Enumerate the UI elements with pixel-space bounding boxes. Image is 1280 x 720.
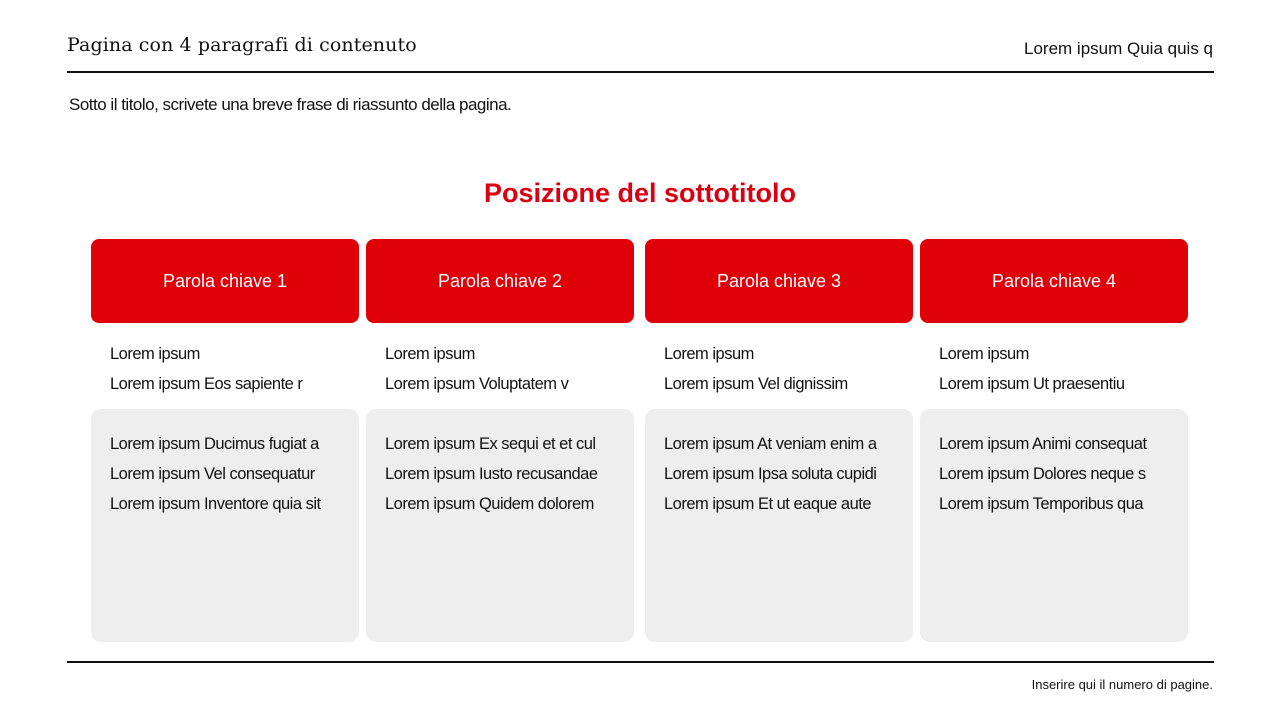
body-line: Lorem ipsum At veniam enim a [664,435,877,453]
lead-text [645,323,913,409]
body-line: Lorem ipsum Dolores neque s [939,465,1146,483]
lead-line: Lorem ipsum [110,345,200,363]
lead-text [366,323,634,409]
page-title: Pagina con 4 paragrafi di contenuto [67,34,417,56]
page-number: Inserire qui il numero di pagine. [1031,677,1213,692]
lead-line: Lorem ipsum Ut praesentiu [939,375,1125,393]
body-line: Lorem ipsum Et ut eaque aute [664,495,872,513]
column-3 [645,239,913,642]
page-summary: Sotto il titolo, scrivete una breve frase di riassunto della pagina. [69,95,512,114]
content-panel [91,409,359,642]
content-panel [920,409,1188,642]
lead-text [920,323,1188,409]
header-divider [67,71,1214,73]
body-line: Lorem ipsum Quidem dolorem [385,495,594,513]
keyword-header [91,239,359,323]
lead-line: Lorem ipsum Eos sapiente r [110,375,303,393]
body-line: Lorem ipsum Ipsa soluta cupidi [664,465,877,483]
body-line: Lorem ipsum Ex sequi et et cul [385,435,596,453]
body-line: Lorem ipsum Temporibus qua [939,495,1144,513]
column-2 [366,239,634,642]
keyword-label: Parola chiave 2 [437,270,563,291]
keyword-label: Parola chiave 1 [162,270,288,291]
body-line: Lorem ipsum Vel consequatur [110,465,315,483]
keyword-label: Parola chiave 3 [716,270,842,291]
body-line: Lorem ipsum Inventore quia sit [110,495,321,513]
header-right-text: Lorem ipsum Quia quis q [1024,39,1213,58]
lead-line: Lorem ipsum Vel dignissim [664,375,848,393]
column-1 [91,239,359,642]
keyword-header [920,239,1188,323]
body-line: Lorem ipsum Iusto recusandae [385,465,598,483]
content-panel [645,409,913,642]
body-line: Lorem ipsum Animi consequat [939,435,1147,453]
lead-line: Lorem ipsum [939,345,1029,363]
column-4 [920,239,1188,642]
content-panel [366,409,634,642]
keyword-header [645,239,913,323]
section-subtitle: Posizione del sottotitolo [484,178,796,208]
keyword-label: Parola chiave 4 [991,270,1117,291]
keyword-header [366,239,634,323]
body-line: Lorem ipsum Ducimus fugiat a [110,435,319,453]
lead-text [91,323,359,409]
lead-line: Lorem ipsum [385,345,475,363]
footer-divider [67,661,1214,663]
lead-line: Lorem ipsum [664,345,754,363]
lead-line: Lorem ipsum Voluptatem v [385,375,569,393]
